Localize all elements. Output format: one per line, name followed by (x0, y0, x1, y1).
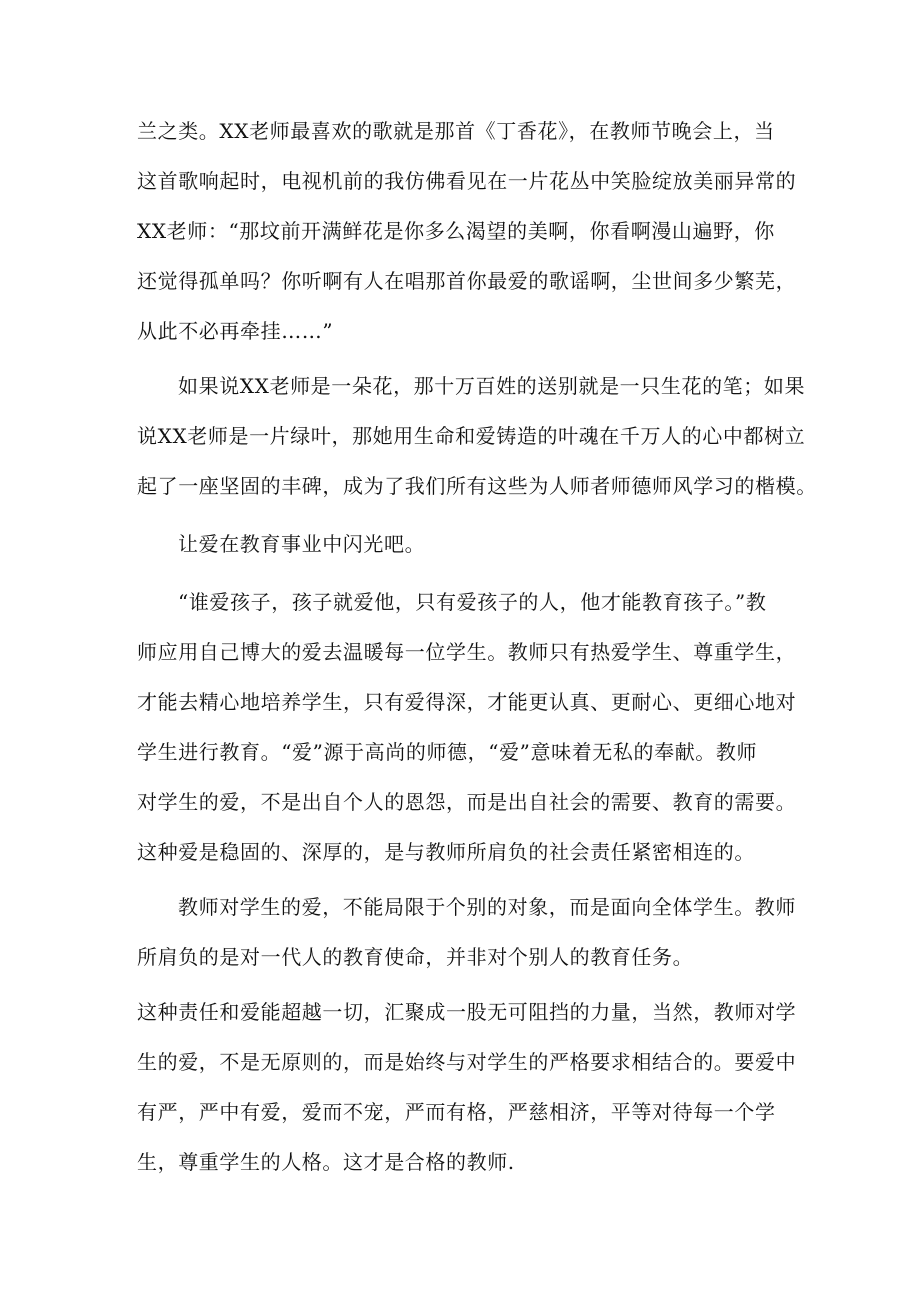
text-line: 这种责任和爱能超越一切，汇聚成一股无可阻挡的力量，当然，教师对学 (137, 1000, 797, 1024)
text-line: 师应用自己博大的爱去温暖每一位学生。教师只有热爱学生、尊重学生， (137, 640, 797, 664)
text-line: 有严，严中有爱，爱而不宠，严而有格，严慈相济，平等对待每一个学 (137, 1100, 776, 1124)
text-line: 这种爱是稳固的、深厚的，是与教师所肩负的社会责任紧密相连的。 (137, 840, 755, 864)
text-line: 这首歌响起时，电视机前的我仿佛看见在一片花丛中笑脸绽放美丽异常的 (137, 169, 797, 193)
text-line: 从此不必再牵挂……” (137, 319, 334, 343)
text-line: 让爱在教育事业中闪光吧。 (178, 532, 426, 556)
text-line: 还觉得孤单吗？你听啊有人在唱那首你最爱的歌谣啊，尘世间多少繁芜， (137, 269, 797, 293)
text-line: 说XX老师是一片绿叶，那她用生命和爱铸造的叶魂在千万人的心中都树立 (137, 424, 806, 448)
text-line: 所肩负的是对一代人的教育使命，并非对个别人的教育任务。 (137, 945, 694, 969)
text-line: 生的爱，不是无原则的，而是始终与对学生的严格要求相结合的。要爱中 (137, 1050, 797, 1074)
text-line: 生，尊重学生的人格。这才是合格的教师. (137, 1150, 515, 1174)
text-line: 如果说XX老师是一朵花，那十万百姓的送别就是一只生花的笔；如果 (178, 374, 806, 398)
text-line: 起了一座坚固的丰碑，成为了我们所有这些为人师者师德师风学习的楷模。 (137, 474, 817, 498)
text-line: “谁爱孩子，孩子就爱他，只有爱孩子的人，他才能教育孩子。”教 (178, 590, 767, 614)
text-line: 才能去精心地培养学生，只有爱得深，才能更认真、更耐心、更细心地对 (137, 690, 797, 714)
text-line: 对学生的爱，不是出自个人的恩怨，而是出自社会的需要、教育的需要。 (137, 790, 797, 814)
text-line: 教师对学生的爱，不能局限于个别的对象，而是面向全体学生。教师 (178, 895, 796, 919)
text-line: XX老师：“那坟前开满鲜花是你多么渴望的美啊，你看啊漫山遍野，你 (137, 219, 775, 243)
text-line: 兰之类。XX老师最喜欢的歌就是那首《丁香花》，在教师节晚会上，当 (137, 119, 775, 143)
text-line: 学生进行教育。“爱”源于高尚的师德，“爱”意味着无私的奉献。教师 (137, 740, 758, 764)
